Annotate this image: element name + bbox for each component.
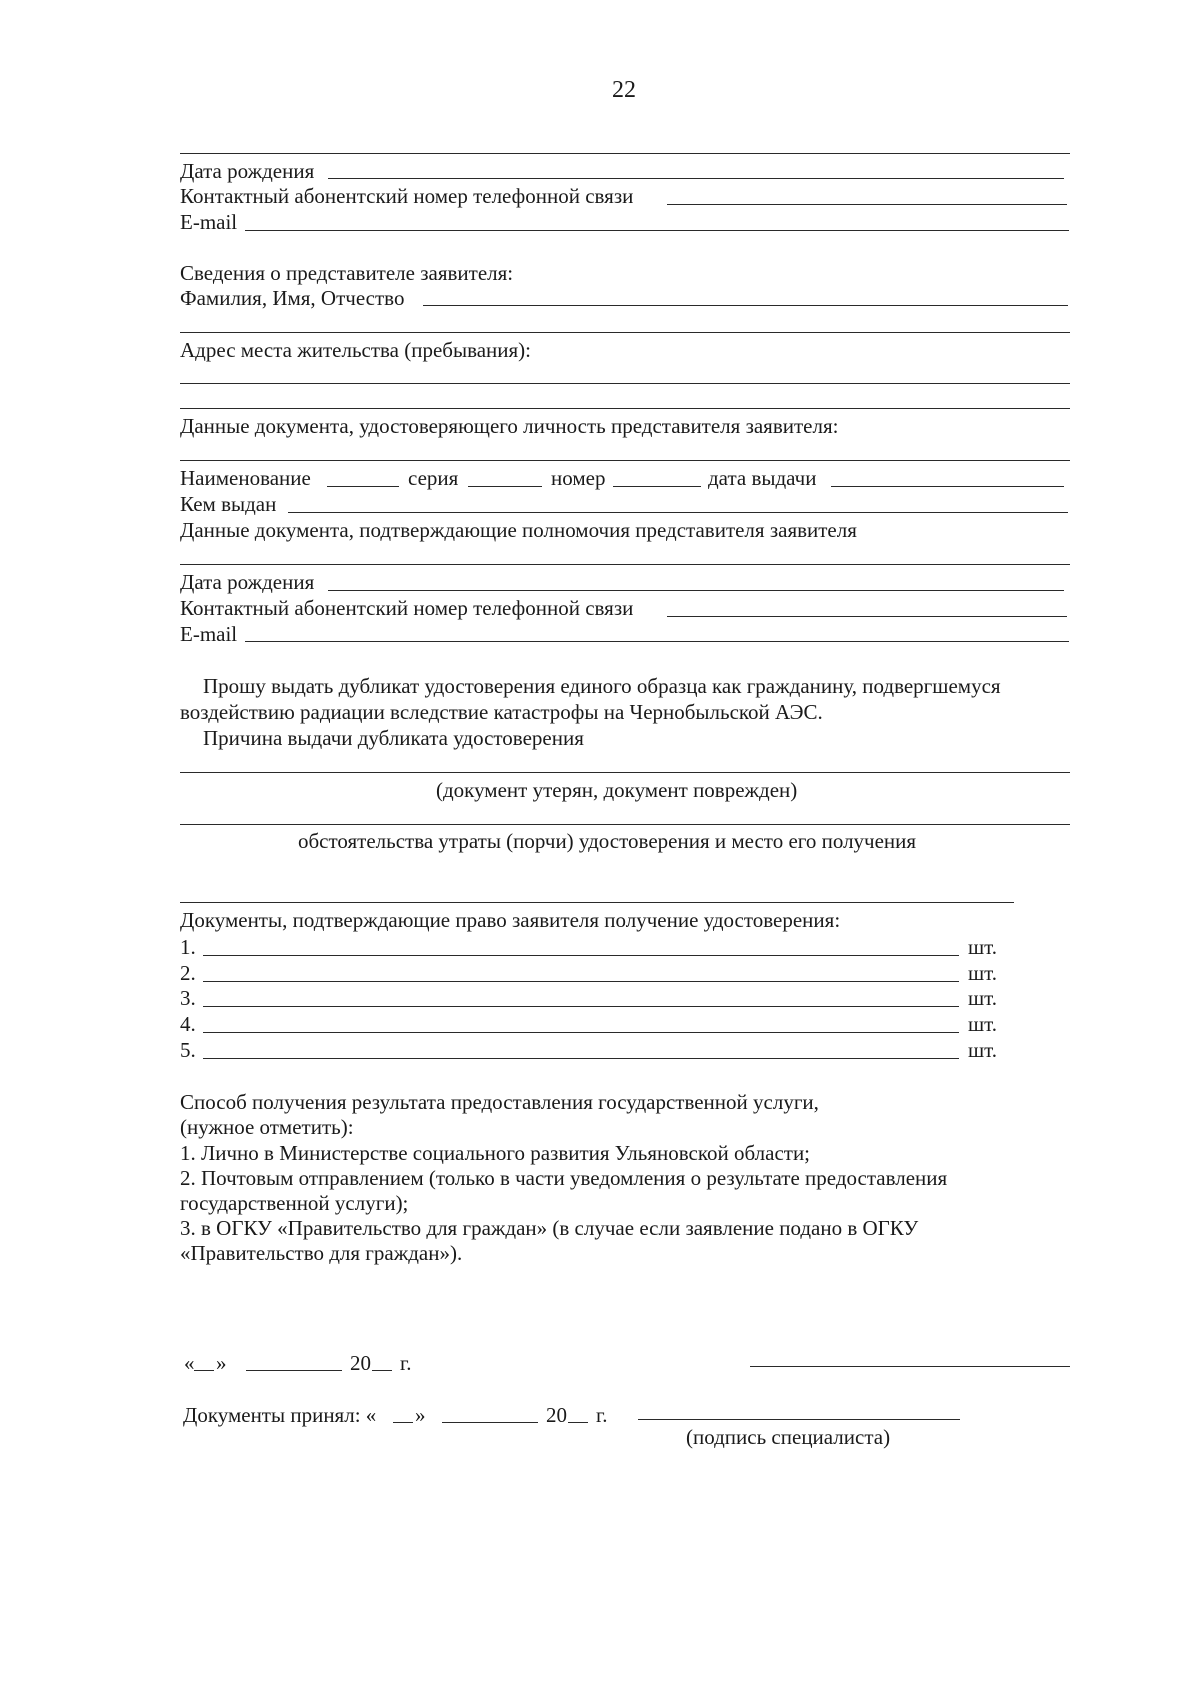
- address-field[interactable]: [180, 383, 1070, 384]
- phone-field[interactable]: [667, 204, 1067, 205]
- year-prefix: 20: [350, 1351, 371, 1375]
- issued-by-label: Кем выдан: [180, 492, 277, 516]
- email-field[interactable]: [245, 230, 1069, 231]
- circumstances-field-line2[interactable]: [180, 902, 1014, 903]
- accepted-year-suffix: г.: [596, 1403, 608, 1427]
- accepted-label: Документы принял: «: [183, 1403, 377, 1427]
- delivery-option-3[interactable]: 3. в ОГКУ «Правительство для граждан» (в случае если заявление подано в ОГКУ: [180, 1216, 919, 1240]
- document-item-number: 5.: [180, 1038, 196, 1062]
- rep-phone-field[interactable]: [667, 616, 1067, 617]
- phone-label: Контактный абонентский номер телефонной связи: [180, 184, 634, 208]
- specialist-signature-field[interactable]: [638, 1419, 960, 1420]
- authority-doc-field[interactable]: [180, 564, 1070, 565]
- full-name-field[interactable]: [423, 305, 1068, 306]
- document-item-field[interactable]: [203, 1006, 959, 1007]
- divider-line: [180, 153, 1070, 154]
- accepted-year-prefix: 20: [546, 1403, 567, 1427]
- delivery-note: (нужное отметить):: [180, 1115, 354, 1139]
- reason-hint: (документ утерян, документ поврежден): [436, 778, 798, 802]
- issued-by-field[interactable]: [288, 512, 1068, 513]
- date-open-quote: «: [184, 1351, 195, 1375]
- document-item-unit: шт.: [968, 986, 998, 1010]
- doc-name-label: Наименование: [180, 466, 311, 490]
- document-item-field[interactable]: [203, 1032, 959, 1033]
- id-doc-heading: Данные документа, удостоверяющего личность представителя заявителя:: [180, 414, 839, 438]
- document-item-unit: шт.: [968, 961, 998, 985]
- representative-heading: Сведения о представителе заявителя:: [180, 261, 514, 285]
- year-suffix: г.: [400, 1351, 412, 1375]
- month-field[interactable]: [246, 1370, 342, 1371]
- id-doc-field[interactable]: [180, 460, 1070, 461]
- delivery-option-2-cont: государственной услуги);: [180, 1191, 409, 1215]
- page-number: 22: [612, 77, 636, 103]
- rep-phone-label: Контактный абонентский номер телефонной связи: [180, 596, 634, 620]
- accepted-year-field[interactable]: [568, 1422, 588, 1423]
- date-close-quote: »: [216, 1351, 227, 1375]
- delivery-option-3-cont: «Правительство для граждан»).: [180, 1241, 463, 1265]
- reason-label: Причина выдачи дубликата удостоверения: [203, 726, 584, 750]
- birth-date-label: Дата рождения: [180, 159, 315, 183]
- document-item-field[interactable]: [203, 1058, 959, 1059]
- document-item-number: 4.: [180, 1012, 196, 1036]
- rep-birth-date-field[interactable]: [328, 590, 1064, 591]
- documents-heading: Документы, подтверждающие право заявителя получение удостоверения:: [180, 908, 841, 932]
- request-text-line1: Прошу выдать дубликат удостоверения единого образца как гражданину, подвергшемуся: [203, 674, 1001, 698]
- full-name-field-line2[interactable]: [180, 332, 1070, 333]
- document-item-number: 2.: [180, 961, 196, 985]
- birth-date-field[interactable]: [328, 178, 1064, 179]
- doc-name-field[interactable]: [327, 486, 399, 487]
- day-field[interactable]: [194, 1370, 214, 1371]
- year-field[interactable]: [372, 1370, 392, 1371]
- document-item-number: 3.: [180, 986, 196, 1010]
- series-field[interactable]: [468, 486, 542, 487]
- document-item-unit: шт.: [968, 1012, 998, 1036]
- series-label: серия: [408, 466, 459, 490]
- specialist-signature-caption: (подпись специалиста): [686, 1425, 891, 1449]
- request-text-line2: воздействию радиации вследствие катастрофы на Чернобыльской АЭС.: [180, 700, 823, 724]
- delivery-heading: Способ получения результата предоставления государственной услуги,: [180, 1090, 819, 1114]
- email-label: E-mail: [180, 210, 238, 234]
- document-item-unit: шт.: [968, 935, 998, 959]
- document-item-field[interactable]: [203, 955, 959, 956]
- issue-date-label: дата выдачи: [708, 466, 817, 490]
- rep-email-label: E-mail: [180, 622, 238, 646]
- accepted-close-quote: »: [415, 1403, 426, 1427]
- document-item-field[interactable]: [203, 981, 959, 982]
- number-label: номер: [551, 466, 606, 490]
- delivery-option-2[interactable]: 2. Почтовым отправлением (только в части уведомления о результате предоставления: [180, 1166, 948, 1190]
- delivery-option-1[interactable]: 1. Лично в Министерстве социального развития Ульяновской области;: [180, 1141, 811, 1165]
- address-label: Адрес места жительства (пребывания):: [180, 338, 532, 362]
- address-field-line2[interactable]: [180, 408, 1070, 409]
- document-item-unit: шт.: [968, 1038, 998, 1062]
- rep-email-field[interactable]: [245, 641, 1069, 642]
- accepted-month-field[interactable]: [442, 1422, 538, 1423]
- number-field[interactable]: [613, 486, 701, 487]
- authority-doc-label: Данные документа, подтверждающие полномочия представителя заявителя: [180, 518, 857, 542]
- rep-birth-date-label: Дата рождения: [180, 570, 315, 594]
- circumstances-field[interactable]: [180, 824, 1070, 825]
- reason-field[interactable]: [180, 772, 1070, 773]
- circumstances-hint: обстоятельства утраты (порчи) удостоверения и место его получения: [298, 829, 917, 853]
- issue-date-field[interactable]: [831, 486, 1064, 487]
- full-name-label: Фамилия, Имя, Отчество: [180, 286, 405, 310]
- accepted-day-field[interactable]: [393, 1422, 413, 1423]
- document-item-number: 1.: [180, 935, 196, 959]
- applicant-signature-field[interactable]: [750, 1366, 1070, 1367]
